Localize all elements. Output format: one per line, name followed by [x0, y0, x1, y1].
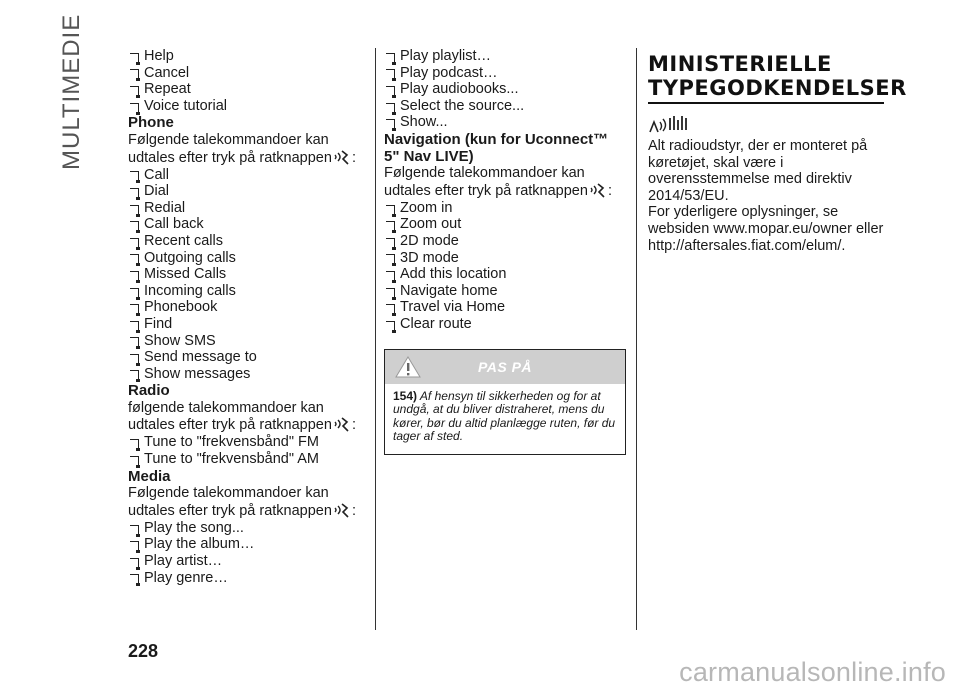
- list-item: Show messages: [128, 366, 366, 383]
- voice-command-icon: [332, 502, 352, 520]
- navigation-intro: Følgende talekommandoer kan udtales efter tryk på ratknappen :: [384, 165, 612, 199]
- bullet-icon: [130, 525, 139, 534]
- bullet-icon: [130, 254, 139, 263]
- section-tab: MULTIMEDIE: [58, 13, 85, 170]
- bullet-icon: [130, 439, 139, 448]
- bullet-icon: [130, 370, 139, 379]
- bullet-icon: [386, 321, 395, 330]
- list-item: Select the source...: [384, 98, 626, 115]
- bullet-icon: [130, 337, 139, 346]
- list-item: Play genre…: [128, 570, 366, 587]
- warning-header: [385, 350, 625, 384]
- list-item: Send message to: [128, 349, 366, 366]
- bullet-icon: [130, 86, 139, 95]
- list-item: Dial: [128, 183, 366, 200]
- list-item: Play the song...: [128, 520, 366, 537]
- bullet-icon: [130, 103, 139, 112]
- bullet-icon: [386, 221, 395, 230]
- column-2: [384, 48, 626, 455]
- list-item: Cancel: [128, 65, 366, 82]
- bullet-icon: [386, 288, 395, 297]
- radio-list: [128, 434, 366, 467]
- media-list: [128, 520, 366, 586]
- list-item: Show SMS: [128, 333, 366, 350]
- list-top: [384, 48, 626, 131]
- bullet-icon: [130, 205, 139, 214]
- paragraph: For yderligere oplysninger, se websiden www.mopar.eu/owner eller http://aftersales.fiat.com/elum/.: [648, 204, 884, 254]
- bullet-icon: [130, 541, 139, 550]
- warning-body: [385, 384, 625, 454]
- list-item: Incoming calls: [128, 283, 366, 300]
- media-intro: Følgende talekommandoer kan udtales efter tryk på ratknappen :: [128, 485, 356, 519]
- bullet-icon: [386, 69, 395, 78]
- bullet-icon: [130, 53, 139, 62]
- bullet-icon: [130, 188, 139, 197]
- list-item: Play the album…: [128, 536, 366, 553]
- bullet-icon: [130, 271, 139, 280]
- bullet-icon: [386, 271, 395, 280]
- watermark: carmanualsonline.info: [679, 657, 946, 687]
- radio-equipment-icon: [648, 114, 898, 134]
- bullet-icon: [386, 53, 395, 62]
- bullet-icon: [130, 221, 139, 230]
- list-item: Redial: [128, 200, 366, 217]
- list-item: Travel via Home: [384, 299, 626, 316]
- warning-title: PAS PÅ: [477, 358, 533, 375]
- list-item: 2D mode: [384, 233, 626, 250]
- page-number: 228: [128, 641, 159, 661]
- list-item: Call: [128, 167, 366, 184]
- column-divider: [375, 48, 376, 630]
- voice-command-icon: [332, 149, 352, 167]
- bullet-icon: [130, 304, 139, 313]
- list-top: [128, 48, 366, 114]
- phone-list: [128, 167, 366, 383]
- list-item: 3D mode: [384, 250, 626, 267]
- list-item: Play podcast…: [384, 65, 626, 82]
- bullet-icon: [130, 574, 139, 583]
- list-item: Play playlist…: [384, 48, 626, 65]
- bullet-icon: [130, 558, 139, 567]
- bullet-icon: [130, 288, 139, 297]
- list-item: Call back: [128, 216, 366, 233]
- title-underline: [648, 102, 884, 104]
- paragraph: Alt radioudstyr, der er monteret på køretøjet, skal være i overensstemmelse med direktiv 2014/53/EU.: [648, 138, 868, 204]
- column-divider: [636, 48, 637, 630]
- bullet-icon: [130, 171, 139, 180]
- list-item: Repeat: [128, 81, 366, 98]
- list-item: Recent calls: [128, 233, 366, 250]
- bullet-icon: [130, 238, 139, 247]
- list-item: Play artist…: [128, 553, 366, 570]
- list-item: Help: [128, 48, 366, 65]
- bullet-icon: [386, 304, 395, 313]
- bullet-icon: [386, 86, 395, 95]
- radio-intro: følgende talekommandoer kan udtales efter tryk på ratknappen :: [128, 399, 356, 434]
- warning-box: [384, 349, 626, 455]
- list-item: Phonebook: [128, 299, 366, 316]
- heading-navigation: Navigation (kun for Uconnect™ 5" Nav LIVE): [384, 130, 609, 165]
- bullet-icon: [386, 119, 395, 128]
- bullet-icon: [130, 456, 139, 465]
- list-item: Navigate home: [384, 283, 626, 300]
- bullet-icon: [386, 205, 395, 214]
- list-item: Show...: [384, 114, 626, 131]
- bullet-icon: [386, 103, 395, 112]
- list-item: Play audiobooks...: [384, 81, 626, 98]
- voice-command-icon: [332, 416, 352, 434]
- list-item: Zoom out: [384, 216, 626, 233]
- voice-command-icon: [588, 182, 608, 200]
- heading-phone: Phone: [128, 114, 174, 132]
- bullet-icon: [386, 238, 395, 247]
- navigation-list: [384, 200, 626, 333]
- list-item: Voice tutorial: [128, 98, 366, 115]
- list-item: Outgoing calls: [128, 250, 366, 267]
- list-item: Clear route: [384, 316, 626, 333]
- list-item: Tune to "frekvensbånd" FM: [128, 434, 366, 451]
- list-item: Tune to "frekvensbånd" AM: [128, 451, 366, 468]
- bullet-icon: [130, 69, 139, 78]
- heading-media: Media: [128, 467, 171, 485]
- warning-number: 154): [393, 388, 418, 403]
- bullet-icon: [386, 254, 395, 263]
- bullet-icon: [130, 354, 139, 363]
- heading-radio: Radio: [128, 382, 170, 400]
- list-item: Find: [128, 316, 366, 333]
- column-3: [648, 48, 907, 254]
- phone-intro: Følgende talekommandoer kan udtales efter tryk på ratknappen :: [128, 131, 356, 166]
- bullet-icon: [130, 321, 139, 330]
- list-item: Missed Calls: [128, 266, 366, 283]
- section-title: MINISTERIELLE TYPEGODKENDELSER: [648, 52, 907, 100]
- warning-text: Af hensyn til sikkerheden og for at undgå, at du bliver distraheret, mens du kører, bør du altid planlægge ruten, før du tager af sted.: [393, 388, 616, 443]
- list-item: Zoom in: [384, 200, 626, 217]
- list-item: Add this location: [384, 266, 626, 283]
- column-1: [128, 48, 366, 586]
